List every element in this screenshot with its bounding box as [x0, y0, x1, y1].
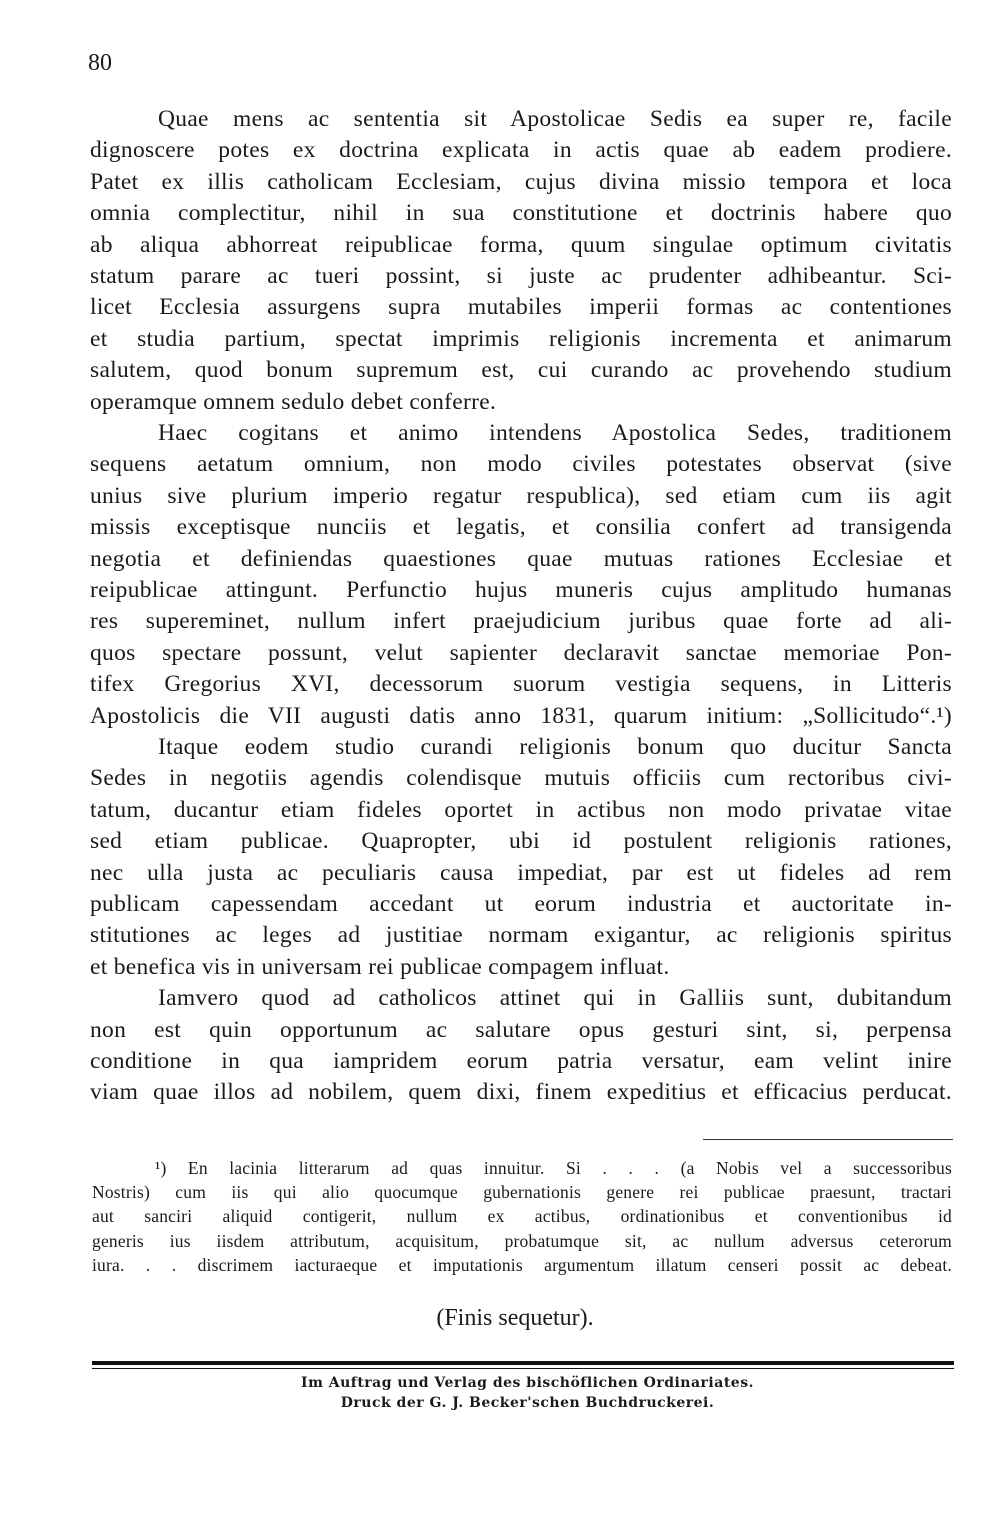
text-line: et benefica vis in universam rei publicae compagem influat. [90, 953, 670, 980]
text-line: sequens aetatum omnium, non modo civiles potestates observat (sive [90, 451, 952, 478]
text-line: Quae mens ac sententia sit Apostolicae Sedis ea super re, facile [158, 106, 952, 132]
text-line: dignoscere potes ex doctrina explicata in actis quae ab eadem prodiere. [90, 137, 952, 164]
text-line: Iamvero quod ad catholicos attinet qui in Galliis sunt, dubitandum [158, 985, 952, 1012]
text-line: ab aliqua abhorreat reipublicae forma, quum singulae optimum civitatis [90, 231, 952, 258]
imprint-rule-thick [92, 1361, 954, 1365]
text-line: et studia partium, spectat imprimis religionis incrementa et animarum [90, 325, 952, 352]
text-line: stitutiones ac leges ad justitiae normam exigantur, ac religionis spiritus [90, 922, 952, 949]
text-line: negotia et definiendas quaestiones quae mutuas rationes Ecclesiae et [90, 545, 952, 572]
text-line: publicam capessendam accedant ut eorum industria et auctoritate in- [90, 891, 952, 917]
text-line: operamque omnem sedulo debet conferre. [90, 388, 497, 415]
text-line: licet Ecclesia assurgens supra mutabiles imperii formas ac contentiones [90, 294, 952, 321]
text-line: statum parare ac tueri possint, si juste ac prudenter adhibeantur. Sci- [90, 263, 952, 289]
text-line: missis exceptisque nunciis et legatis, et consilia confert ad transigenda [90, 514, 952, 541]
text-line: Patet ex illis catholicam Ecclesiam, cujus divina missio tempora et loca [90, 168, 952, 195]
text-line: omnia complectitur, nihil in sua constitutione et doctrinis habere quo [90, 200, 952, 227]
imprint-publisher: Im Auftrag und Verlag des bischöflichen Ordinariates. [301, 1375, 754, 1391]
footnote-line: generis ius iisdem attributum, acquisitum, probatumque sit, ac nullum adversus ceterorum [92, 1230, 952, 1251]
footnote-line: aut sanciri aliquid contigerit, nullum ex actibus, ordinationibus et conventionibus id [92, 1206, 952, 1227]
imprint-rule-thin [92, 1368, 954, 1369]
footnote-line: ¹) En lacinia litterarum ad quas innuitur. Si . . . (a Nobis vel a successoribus [155, 1158, 952, 1178]
text-line: salutem, quod bonum supremum est, cui curando ac provehendo studium [90, 357, 952, 384]
text-line: Itaque eodem studio curandi religionis bonum quo ducitur Sancta [158, 734, 952, 760]
text-line: res supereminet, nullum infert praejudicium juribus quae forte ad ali- [90, 608, 952, 635]
text-line: conditione in qua iampridem eorum patria versatur, eam velint inire [90, 1048, 952, 1074]
text-line: Haec cogitans et animo intendens Apostolica Sedes, traditionem [158, 420, 952, 446]
text-line: sed etiam publicae. Quapropter, ubi id postulent religionis rationes, [90, 828, 952, 855]
footnote-line: iura. . . discrimem iacturaeque et imputationis argumentum illatum censeri possit ac debeat. [92, 1254, 952, 1275]
text-line: quos spectare possunt, velut sapienter declaravit sanctae memoriae Pon- [90, 639, 952, 666]
text-line: viam quae illos ad nobilem, quem dixi, finem expeditius et efficacius perducat. [90, 1079, 952, 1106]
text-line: tifex Gregorius XVI, decessorum suorum vestigia sequens, in Litteris [90, 671, 952, 698]
text-line: Apostolicis die VII augusti datis anno 1831, quarum initium: „Sollicitudo“.¹) [90, 702, 952, 729]
text-line: nec ulla justa ac peculiaris causa impediat, par est ut fideles ad rem [90, 859, 952, 886]
text-line: tatum, ducantur etiam fideles oportet in actibus non modo privatae vitae [90, 796, 952, 823]
imprint-printer: Druck der G. J. Becker'schen Buchdruckerei. [340, 1395, 715, 1411]
page-number: 80 [88, 50, 112, 76]
footnote-rule [703, 1139, 953, 1140]
text-line: non est quin opportunum ac salutare opus gesturi sint, si, perpensa [90, 1016, 952, 1043]
text-line: Sedes in negotiis agendis colendisque mutuis officiis cum rectoribus civi- [90, 765, 952, 792]
text-line: unius sive plurium imperio regatur respublica), sed etiam cum iis agit [90, 482, 952, 509]
footnote-line: Nostris) cum iis qui alio quocumque gubernationis genere rei publicae praesunt, tractari [92, 1182, 952, 1203]
text-line: reipublicae attingunt. Perfunctio hujus muneris cujus amplitudo humanas [90, 577, 952, 603]
closing-note: (Finis sequetur). [436, 1305, 594, 1331]
